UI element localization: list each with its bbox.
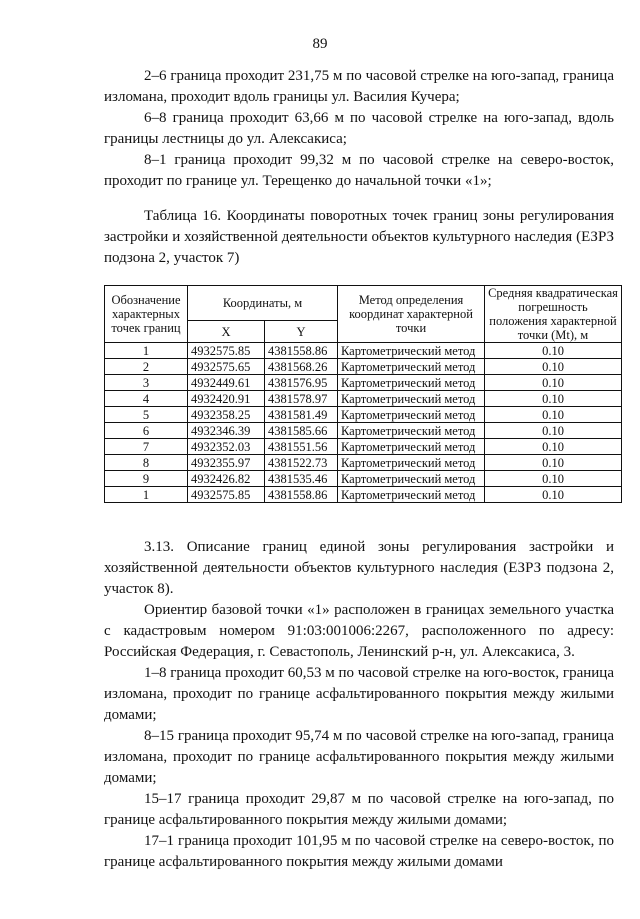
cell-method: Картометрический метод [338,375,485,391]
cell-x: 4932449.61 [188,375,265,391]
table-row [105,375,622,391]
cell-x: 4932575.85 [188,487,265,503]
cell-x: 4932575.85 [188,343,265,359]
paragraph-15-17: 15–17 граница проходит 29,87 м по часовой стрелке на юго-запад, по границе асфальтированного покрытия между жилыми домами; [104,791,614,828]
cell-error: 0.10 [485,407,622,423]
cell-point: 9 [105,471,188,487]
paragraph-8-1: 8–1 граница проходит 99,32 м по часовой стрелке на северо-восток, проходит по границе ул. Терещенко до начальной точки «1»; [104,152,614,189]
header-method: Метод определения координат характерной точки [338,286,485,343]
cell-error: 0.10 [485,487,622,503]
cell-x: 4932426.82 [188,471,265,487]
table-row [105,487,622,503]
table-row [105,407,622,423]
cell-error: 0.10 [485,391,622,407]
cell-y: 4381558.86 [265,343,338,359]
section-heading: 3.13. Описание границ единой зоны регулирования застройки и хозяйственной деятельности объектов культурного наследия (ЕЗРЗ подзона 2, участок 8). [104,539,614,597]
table-row [105,359,622,375]
paragraph-6-8: 6–8 граница проходит 63,66 м по часовой стрелке на юго-запад, вдоль границы лестницы до ул. Алексакиса; [104,110,614,147]
header-x: X [188,321,265,343]
cell-y: 4381568.26 [265,359,338,375]
table-row [105,455,622,471]
cell-x: 4932346.39 [188,423,265,439]
cell-x: 4932358.25 [188,407,265,423]
cell-y: 4381576.95 [265,375,338,391]
cell-point: 5 [105,407,188,423]
cell-x: 4932575.65 [188,359,265,375]
cell-y: 4381578.97 [265,391,338,407]
table-row [105,391,622,407]
table-row [105,423,622,439]
cell-error: 0.10 [485,343,622,359]
cell-error: 0.10 [485,359,622,375]
cell-method: Картометрический метод [338,439,485,455]
cell-method: Картометрический метод [338,391,485,407]
paragraph-8-15: 8–15 граница проходит 95,74 м по часовой стрелке на юго-запад, граница изломана, проходит по границе асфальтированного покрытия между жилыми домами; [104,728,614,786]
table-row [105,439,622,455]
paragraph-1-8: 1–8 граница проходит 60,53 м по часовой стрелке на юго-восток, граница изломана, проходит по границе асфальтированного покрытия между жилыми домами; [104,665,614,723]
cell-x: 4932420.91 [188,391,265,407]
header-coords: Координаты, м [188,286,338,321]
cell-error: 0.10 [485,423,622,439]
cell-error: 0.10 [485,455,622,471]
cell-method: Картометрический метод [338,359,485,375]
paragraph-base-point: Ориентир базовой точки «1» расположен в границах земельного участка с кадастровым номером 91:03:001006:2267, расположенного по адресу: Российская Федерация, г. Севастополь, Ленинский р-н, ул. Алексакиса, 3. [104,602,614,660]
header-error: Средняя квадратическая погрешность положения характерной точки (Mt), м [485,286,622,343]
cell-method: Картометрический метод [338,455,485,471]
cell-y: 4381581.49 [265,407,338,423]
cell-point: 8 [105,455,188,471]
cell-y: 4381558.86 [265,487,338,503]
cell-y: 4381551.56 [265,439,338,455]
cell-x: 4932352.03 [188,439,265,455]
cell-method: Картометрический метод [338,423,485,439]
cell-x: 4932355.97 [188,455,265,471]
cell-point: 3 [105,375,188,391]
cell-point: 6 [105,423,188,439]
cell-y: 4381535.46 [265,471,338,487]
paragraph-2-6: 2–6 граница проходит 231,75 м по часовой стрелке на юго-запад, граница изломана, проходит вдоль границы ул. Василия Кучера; [104,68,614,105]
cell-method: Картометрический метод [338,343,485,359]
cell-point: 1 [105,487,188,503]
table-caption: Таблица 16. Координаты поворотных точек границ зоны регулирования застройки и хозяйственной деятельности объектов культурного наследия (ЕЗРЗ подзона 2, участок 7) [104,208,614,266]
cell-y: 4381585.66 [265,423,338,439]
coordinates-table [104,285,622,503]
table-row [105,343,622,359]
cell-point: 1 [105,343,188,359]
cell-point: 2 [105,359,188,375]
page-number: 89 [312,36,328,52]
cell-method: Картометрический метод [338,471,485,487]
cell-y: 4381522.73 [265,455,338,471]
paragraph-17-1: 17–1 граница проходит 101,95 м по часовой стрелке на северо-восток, по границе асфальтированного покрытия между жилыми домами [104,833,614,870]
header-y: Y [265,321,338,343]
cell-point: 4 [105,391,188,407]
cell-method: Картометрический метод [338,407,485,423]
header-point: Обозначение характерных точек границ [105,286,188,343]
cell-error: 0.10 [485,471,622,487]
cell-point: 7 [105,439,188,455]
cell-method: Картометрический метод [338,487,485,503]
cell-error: 0.10 [485,439,622,455]
table-row [105,471,622,487]
cell-error: 0.10 [485,375,622,391]
